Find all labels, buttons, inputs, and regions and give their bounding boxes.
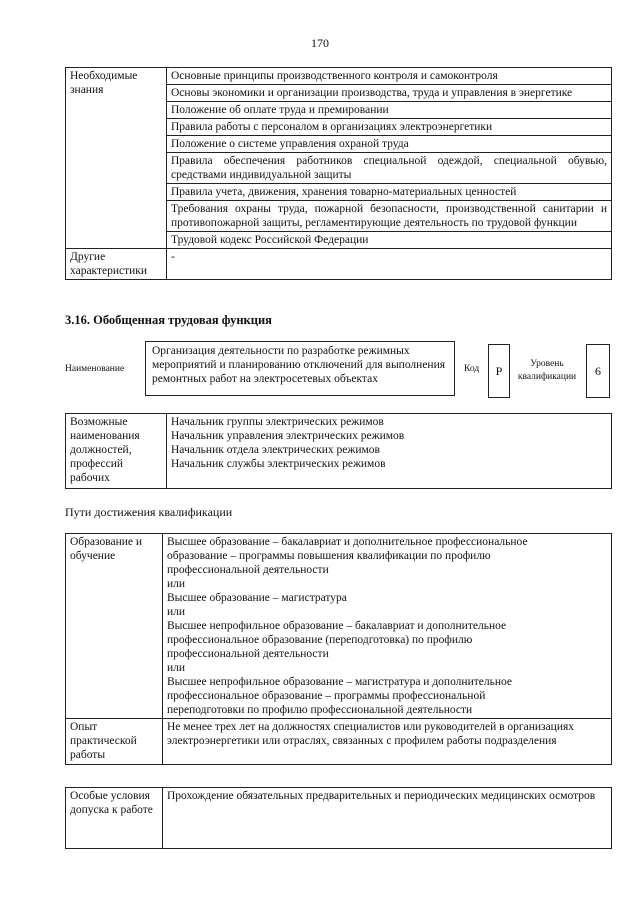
knowledge-table: [65, 67, 612, 280]
experience-label: Опыт практической работы: [66, 719, 163, 765]
knowledge-label: Необходимые знания: [66, 68, 167, 249]
code-value: P: [488, 344, 510, 398]
position-item: Начальник отдела электрических режимов: [171, 444, 380, 456]
code-label: Код: [464, 364, 480, 374]
other-characteristics-label: Другие характеристики: [66, 249, 167, 280]
education-line: профессиональной деятельности: [167, 648, 329, 660]
education-line: профессиональное образование – программы профессиональной: [167, 690, 486, 702]
knowledge-item: Трудовой кодекс Российской Федерации: [167, 232, 612, 249]
education-line: или: [167, 662, 186, 674]
education-line: Высшее непрофильное образование – магистратура и дополнительное: [167, 676, 512, 688]
education-line: Высшее непрофильное образование – бакалавриат и дополнительное: [167, 620, 507, 632]
position-item: Начальник службы электрических режимов: [171, 458, 386, 470]
section-heading: 3.16. Обобщенная трудовая функция: [65, 313, 272, 327]
education-label: Образование и обучение: [66, 534, 163, 719]
knowledge-item: Основы экономики и организации производства, труда и управления в энергетике: [167, 85, 612, 102]
education-line: профессиональной деятельности: [167, 564, 329, 576]
education-line: профессиональное образование (переподготовка) по профилю: [167, 634, 473, 646]
education-line: переподготовки по профилю профессиональной деятельности: [167, 704, 473, 716]
education-line: образование – программы повышения квалификации по профилю: [167, 550, 491, 562]
qualification-table: [65, 533, 612, 765]
positions-label: Возможные наименования должностей, профессий рабочих: [66, 414, 167, 489]
knowledge-item: Основные принципы производственного контроля и самоконтроля: [167, 68, 612, 85]
name-label: Наименование: [65, 364, 125, 374]
knowledge-item: Правила работы с персоналом в организациях электроэнергетики: [167, 119, 612, 136]
admission-label: Особые условия допуска к работе: [66, 788, 163, 849]
ways-heading: Пути достижения квалификации: [65, 505, 233, 519]
admission-value: Прохождение обязательных предварительных и периодических медицинских осмотров: [163, 788, 612, 849]
page-number: 170: [311, 36, 329, 50]
knowledge-item: Положение о системе управления охраной труда: [167, 136, 612, 153]
education-line: или: [167, 606, 186, 618]
knowledge-item: Требования охраны труда, пожарной безопасности, производственной санитарии и противопожарной защиты, регламентирующие деятельность по трудовой функции: [167, 201, 612, 232]
experience-value: Не менее трех лет на должностях специалистов или руководителей в организациях электроэнергетики или отраслях, связанных с профилем работы подразделения: [163, 719, 612, 765]
education-line: Высшее образование – магистратура: [167, 592, 347, 604]
knowledge-item: Положение об оплате труда и премировании: [167, 102, 612, 119]
education-value: [163, 534, 612, 719]
knowledge-item: Правила обеспечения работников специальной одеждой, специальной обувью, средствами индивидуальной защиты: [167, 153, 612, 184]
level-value: 6: [586, 344, 610, 398]
positions-list: [167, 414, 612, 489]
other-characteristics-value: -: [167, 249, 612, 280]
education-line: Высшее образование – бакалавриат и дополнительное профессиональное: [167, 536, 528, 548]
knowledge-item: Правила учета, движения, хранения товарно-материальных ценностей: [167, 184, 612, 201]
level-label: Уровень квалификации: [517, 359, 577, 382]
education-line: или: [167, 578, 186, 590]
admission-table: [65, 787, 612, 849]
positions-table: [65, 413, 612, 489]
position-item: Начальник управления электрических режимов: [171, 430, 405, 442]
function-title: Организация деятельности по разработке режимных мероприятий и планированию отключений для выполнения ремонтных работ на электросетевых объектах: [145, 341, 455, 396]
position-item: Начальник группы электрических режимов: [171, 416, 384, 428]
